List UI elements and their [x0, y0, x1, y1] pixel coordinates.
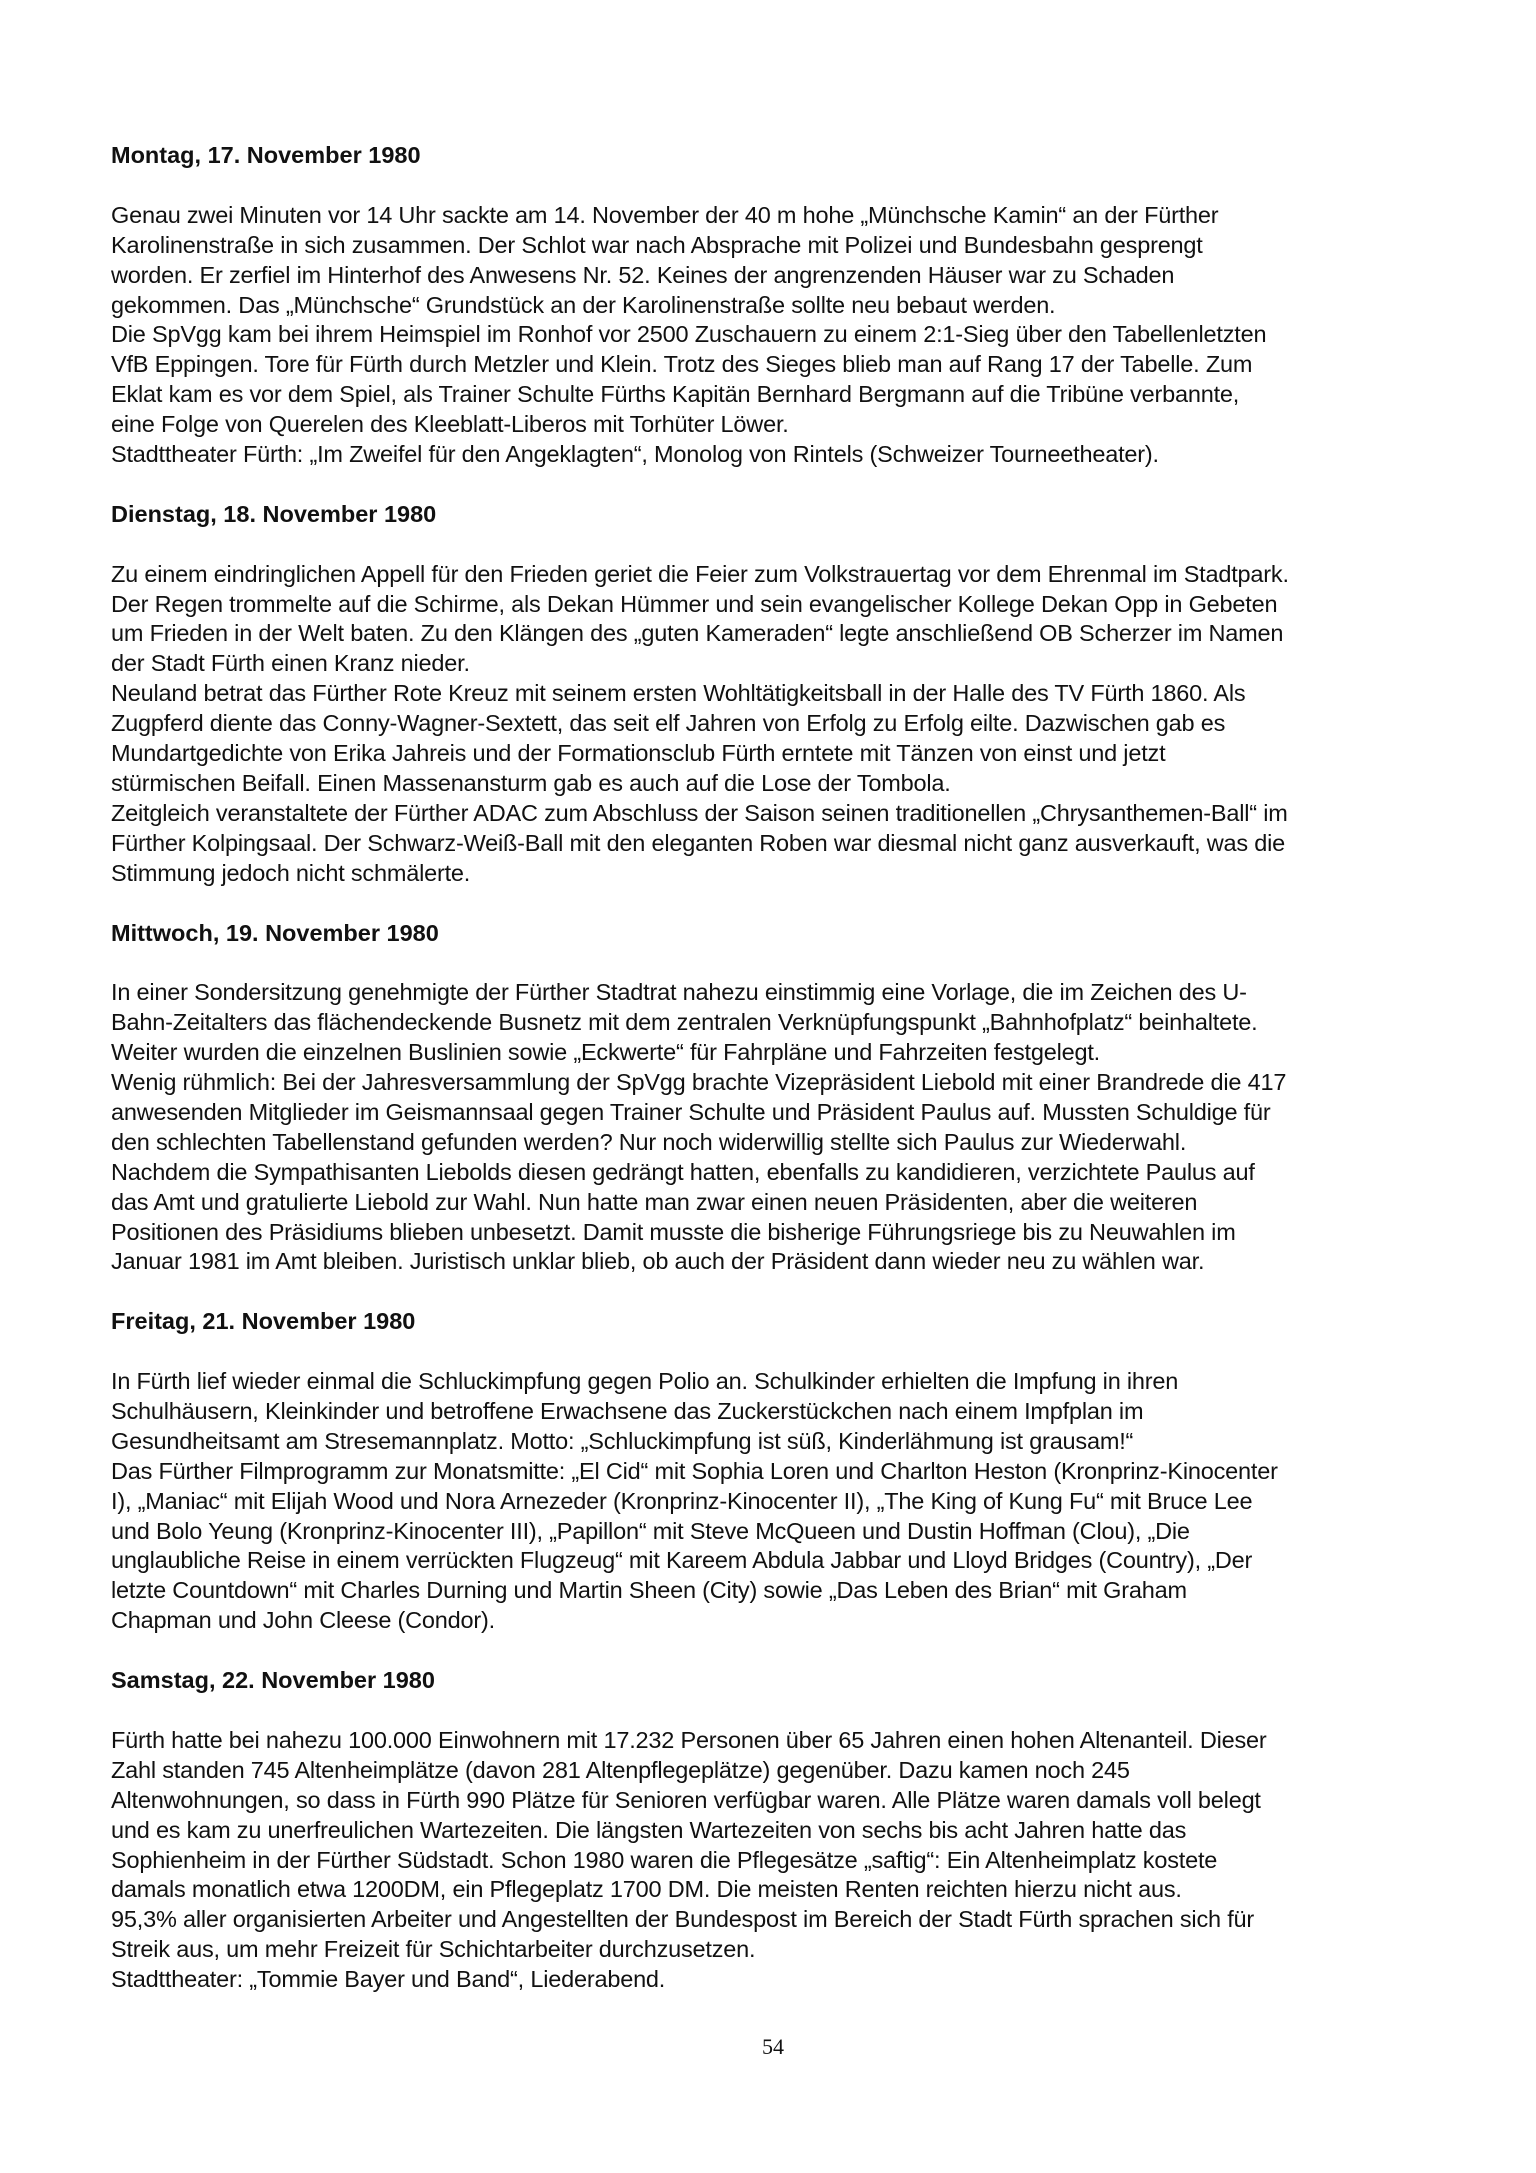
- spacer: [111, 948, 1451, 978]
- spacer: [111, 1636, 1451, 1666]
- spacer: [111, 889, 1451, 919]
- text-line: In einer Sondersitzung genehmigte der Fürther Stadtrat nahezu einstimmig eine Vorlage, die im Zeichen des U-: [111, 979, 1247, 1006]
- day-heading: Freitag, 21. November 1980: [111, 1308, 416, 1335]
- spacer: [111, 1277, 1451, 1307]
- text-line: Wenig rühmlich: Bei der Jahresversammlung der SpVgg brachte Vizepräsident Liebold mit einer Brandrede die 417: [111, 1069, 1287, 1096]
- text-line: Stadttheater Fürth: „Im Zweifel für den Angeklagten“, Monolog von Rintels (Schweizer Tourneetheater).: [111, 441, 1159, 468]
- page-number: 54: [762, 2034, 784, 2059]
- text-line: I), „Maniac“ mit Elijah Wood und Nora Arnezeder (Kronprinz-Kinocenter II), „The King of Kung Fu“ mit Bruce Lee: [111, 1487, 1253, 1514]
- text-line: Zugpferd diente das Conny-Wagner-Sextett, das seit elf Jahren von Erfolg zu Erfolg eilte. Dazwischen gab es: [111, 710, 1226, 737]
- day-entry: [111, 919, 1451, 1308]
- text-line: Januar 1981 im Amt bleiben. Juristisch unklar blieb, ob auch der Präsident dann wieder neu zu wählen war.: [111, 1248, 1205, 1275]
- text-line: anwesenden Mitglieder im Geismannsaal gegen Trainer Schulte und Präsident Paulus auf. Mussten Schuldige für: [111, 1098, 1271, 1125]
- day-heading: Montag, 17. November 1980: [111, 142, 421, 168]
- text-line: eine Folge von Querelen des Kleeblatt-Liberos mit Torhüter Löwer.: [111, 411, 789, 438]
- day-heading: Mittwoch, 19. November 1980: [111, 919, 439, 946]
- text-line: Fürther Kolpingsaal. Der Schwarz-Weiß-Ball mit den eleganten Roben war diesmal nicht ganz ausverkauft, was die: [111, 829, 1286, 856]
- text-line: Zeitgleich veranstaltete der Fürther ADAC zum Abschluss der Saison seinen traditionellen „Chrysanthemen-Ball“ im: [111, 799, 1288, 826]
- spacer: [111, 171, 1451, 201]
- text-line: worden. Er zerfiel im Hinterhof des Anwesens Nr. 52. Keines der angrenzenden Häuser war zu Schaden: [111, 261, 1175, 288]
- text-line: Streik aus, um mehr Freizeit für Schichtarbeiter durchzusetzen.: [111, 1936, 756, 1963]
- text-line: Eklat kam es vor dem Spiel, als Trainer Schulte Fürths Kapitän Bernhard Bergmann auf die Tribüne verbannte,: [111, 381, 1240, 408]
- text-line: Der Regen trommelte auf die Schirme, als Dekan Hümmer und sein evangelischer Kollege Dekan Opp in Gebeten: [111, 590, 1278, 617]
- day-entry: [111, 1666, 1451, 1995]
- spacer: [111, 530, 1451, 560]
- text-line: Zu einem eindringlichen Appell für den Frieden geriet die Feier zum Volkstrauertag vor dem Ehrenmal im Stadtpark.: [111, 560, 1289, 587]
- text-line: Karolinenstraße in sich zusammen. Der Schlot war nach Absprache mit Polizei und Bundesbahn gesprengt: [111, 231, 1203, 258]
- text-line: Mundartgedichte von Erika Jahreis und der Formationsclub Fürth erntete mit Tänzen von einst und jetzt: [111, 740, 1166, 767]
- text-line: Nachdem die Sympathisanten Liebolds diesen gedrängt hatten, ebenfalls zu kandidieren, verzichtete Paulus auf: [111, 1158, 1255, 1185]
- text-line: Altenwohnungen, so dass in Fürth 990 Plätze für Senioren verfügbar waren. Alle Plätze waren damals voll belegt: [111, 1786, 1261, 1813]
- text-line: Zahl standen 745 Altenheimplätze (davon 281 Altenpflegeplätze) gegenüber. Dazu kamen noch 245: [111, 1756, 1130, 1783]
- text-line: Positionen des Präsidiums blieben unbesetzt. Damit musste die bisherige Führungsriege bis zu Neuwahlen im: [111, 1218, 1236, 1245]
- text-line: Das Fürther Filmprogramm zur Monatsmitte: „El Cid“ mit Sophia Loren und Charlton Heston (Kronprinz-Kinocenter: [111, 1457, 1278, 1484]
- day-heading: Dienstag, 18. November 1980: [111, 500, 437, 527]
- spacer: [111, 1337, 1451, 1367]
- text-line: Die SpVgg kam bei ihrem Heimspiel im Ronhof vor 2500 Zuschauern zu einem 2:1-Sieg über den Tabellenletzten: [111, 321, 1267, 348]
- document-body: [111, 141, 1451, 1995]
- text-line: um Frieden in der Welt baten. Zu den Klängen des „guten Kameraden“ legte anschließend OB Scherzer im Namen: [111, 620, 1284, 647]
- text-line: Neuland betrat das Fürther Rote Kreuz mit seinem ersten Wohltätigkeitsball in der Halle des TV Fürth 1860. Als: [111, 680, 1246, 707]
- text-line: VfB Eppingen. Tore für Fürth durch Metzler und Klein. Trotz des Sieges blieb man auf Rang 17 der Tabelle. Zum: [111, 351, 1253, 378]
- text-line: letzte Countdown“ mit Charles Durning und Martin Sheen (City) sowie „Das Leben des Brian“ mit Graham: [111, 1577, 1187, 1604]
- text-line: Fürth hatte bei nahezu 100.000 Einwohnern mit 17.232 Personen über 65 Jahren einen hohen Altenanteil. Dieser: [111, 1726, 1267, 1753]
- text-line: stürmischen Beifall. Einen Massenansturm gab es auch auf die Lose der Tombola.: [111, 769, 951, 796]
- text-line: Weiter wurden die einzelnen Buslinien sowie „Eckwerte“ für Fahrpläne und Fahrzeiten festgelegt.: [111, 1039, 1100, 1066]
- day-entry: [111, 1307, 1451, 1666]
- text-line: Genau zwei Minuten vor 14 Uhr sackte am 14. November der 40 m hohe „Münchsche Kamin“ an der Fürther: [111, 201, 1219, 228]
- day-entry: [111, 141, 1451, 500]
- text-line: das Amt und gratulierte Liebold zur Wahl. Nun hatte man zwar einen neuen Präsidenten, aber die weiteren: [111, 1188, 1198, 1215]
- day-heading: Samstag, 22. November 1980: [111, 1667, 435, 1694]
- day-entry: [111, 500, 1451, 919]
- text-line: Chapman und John Cleese (Condor).: [111, 1607, 495, 1634]
- text-line: den schlechten Tabellenstand gefunden werden? Nur noch widerwillig stellte sich Paulus zur Wiederwahl.: [111, 1128, 1187, 1155]
- text-line: unglaubliche Reise in einem verrückten Flugzeug“ mit Kareem Abdula Jabbar und Lloyd Bridges (Country), „Der: [111, 1547, 1253, 1574]
- text-line: Sophienheim in der Fürther Südstadt. Schon 1980 waren die Pflegesätze „saftig“: Ein Altenheimplatz kostete: [111, 1846, 1218, 1873]
- text-line: In Fürth lief wieder einmal die Schluckimpfung gegen Polio an. Schulkinder erhielten die Impfung in ihren: [111, 1368, 1179, 1395]
- text-line: damals monatlich etwa 1200DM, ein Pflegeplatz 1700 DM. Die meisten Renten reichten hierzu nicht aus.: [111, 1876, 1182, 1903]
- text-line: der Stadt Fürth einen Kranz nieder.: [111, 650, 470, 677]
- text-line: und es kam zu unerfreulichen Wartezeiten. Die längsten Wartezeiten von sechs bis acht Jahren hatte das: [111, 1816, 1187, 1843]
- text-line: Stimmung jedoch nicht schmälerte.: [111, 859, 471, 886]
- text-line: Gesundheitsamt am Stresemannplatz. Motto: „Schluckimpfung ist süß, Kinderlähmung ist grausam!“: [111, 1427, 1134, 1454]
- text-line: und Bolo Yeung (Kronprinz-Kinocenter III), „Papillon“ mit Steve McQueen und Dustin Hoffman (Clou), „Die: [111, 1517, 1190, 1544]
- text-line: Schulhäusern, Kleinkinder und betroffene Erwachsene das Zuckerstückchen nach einem Impfplan im: [111, 1397, 1144, 1424]
- spacer: [111, 1696, 1451, 1726]
- text-line: Bahn-Zeitalters das flächendeckende Busnetz mit dem zentralen Verknüpfungspunkt „Bahnhofplatz“ beinhaltete.: [111, 1009, 1258, 1036]
- text-line: 95,3% aller organisierten Arbeiter und Angestellten der Bundespost im Bereich der Stadt Fürth sprachen sich für: [111, 1906, 1255, 1933]
- text-line: Stadttheater: „Tommie Bayer und Band“, Liederabend.: [111, 1966, 666, 1993]
- text-line: gekommen. Das „Münchsche“ Grundstück an der Karolinenstraße sollte neu bebaut werden.: [111, 291, 1056, 318]
- spacer: [111, 470, 1451, 500]
